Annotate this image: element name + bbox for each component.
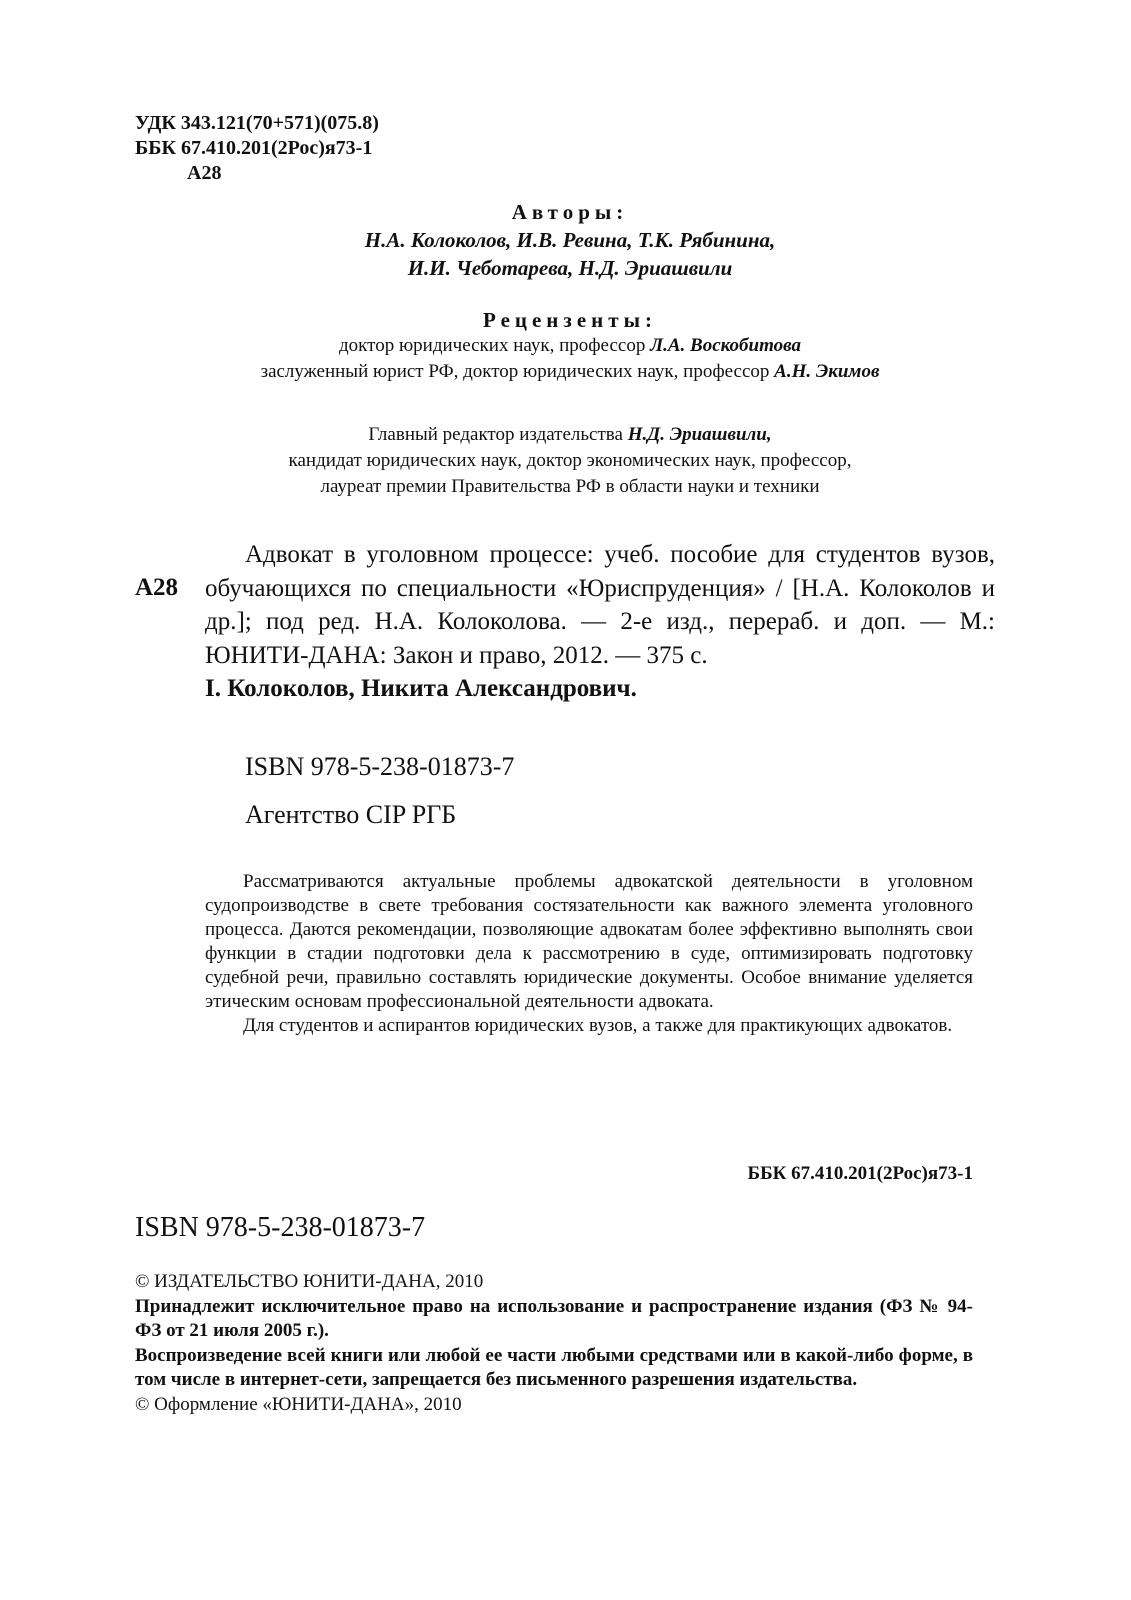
copyright-block [135,1270,973,1418]
authors-block [140,198,1000,282]
editor-line-2: кандидат юридических наук, доктор экономических наук, профессор, [288,450,852,471]
bib-cip: Агентство CIP РГБ [245,800,457,829]
classification-codes [135,111,379,186]
copyright-design: © Оформление «ЮНИТИ-ДАНА», 2010 [135,1394,462,1415]
editor-title: Главный редактор издательства [368,424,623,445]
reviewers-block [140,307,1000,385]
authors-line-1: Н.А. Колоколов, И.В. Ревина, Т.К. Рябинина, [364,228,776,252]
bbk-bottom: ББК 67.410.201(2Рос)я73-1 [747,1163,973,1184]
abstract [205,870,973,1038]
copyright-publisher: © ИЗДАТЕЛЬСТВО ЮНИТИ-ДАНА, 2010 [135,1271,484,1292]
reviewer-2-name: А.Н. Экимов [774,361,880,382]
editor-line-3: лауреат премии Правительства РФ в области науки и техники [320,476,820,497]
bib-body [205,538,995,706]
author-mark: А28 [187,162,222,184]
bib-description: Адвокат в уголовном процессе: учеб. пособие для студентов вузов, обучающихся по специальности «Юриспруденция» / [Н.А. Колоколов и др.]; под ред. Н.А. Колоколова. — 2-е изд., перераб. и доп. — М.: ЮНИТИ-ДАНА: Закон и право, 2012. — 375 с. [205,541,995,669]
reviewer-1 [140,333,1000,359]
udk-code: УДК 343.121(70+571)(075.8) [135,112,379,134]
abstract-paragraph-1: Рассматриваются актуальные проблемы адвокатской деятельности в уголовном судопроизводстве в свете требования состязательности как важного элемента уголовного процесса. Даются рекомендации, позволяющие адвокатам более эффективно выполнять свои функции в стадии подготовки дела к рассмотрению в суде, оптимизировать подготовку судебной речи, правильно составлять юридические документы. Особое внимание уделяется этическим основам профессиональной деятельности адвоката. [205,871,973,1012]
reviewer-1-name: Л.А. Воскобитова [650,335,801,356]
bib-entry: I. Колоколов, Никита Александрович. [205,675,637,702]
isbn-bottom: ISBN 978-5-238-01873-7 [135,1212,426,1243]
editor-line-1 [140,422,1000,448]
authors-line-2: И.И. Чеботарева, Н.Д. Эриашвили [407,256,733,280]
editor-name: Н.Д. Эриашвили, [627,424,772,445]
copyright-rights: Принадлежит исключительное право на использование и распространение издания (ФЗ № 94-ФЗ от 21 июля 2005 г.). [135,1296,973,1341]
bbk-code: ББК 67.410.201(2Рос)я73-1 [135,137,373,159]
bib-isbn: ISBN 978-5-238-01873-7 [245,752,515,781]
reviewers-heading: Рецензенты: [483,308,657,332]
editor-block [140,422,1000,500]
abstract-paragraph-2: Для студентов и аспирантов юридических вузов, а также для практикующих адвокатов. [243,1015,953,1036]
reviewer-1-credentials: доктор юридических наук, профессор [339,335,646,356]
authors-heading: Авторы: [511,200,629,224]
reviewer-2-credentials: заслуженный юрист РФ, доктор юридических наук, профессор [260,361,770,382]
reviewer-2 [140,359,1000,385]
copyright-reproduction: Воспроизведение всей книги или любой ее части любыми средствами или в какой-либо форме, в том числе в интернет-сети, запрещается без письменного разрешения издательства. [135,1345,973,1390]
bib-author-mark: А28 [135,574,179,601]
